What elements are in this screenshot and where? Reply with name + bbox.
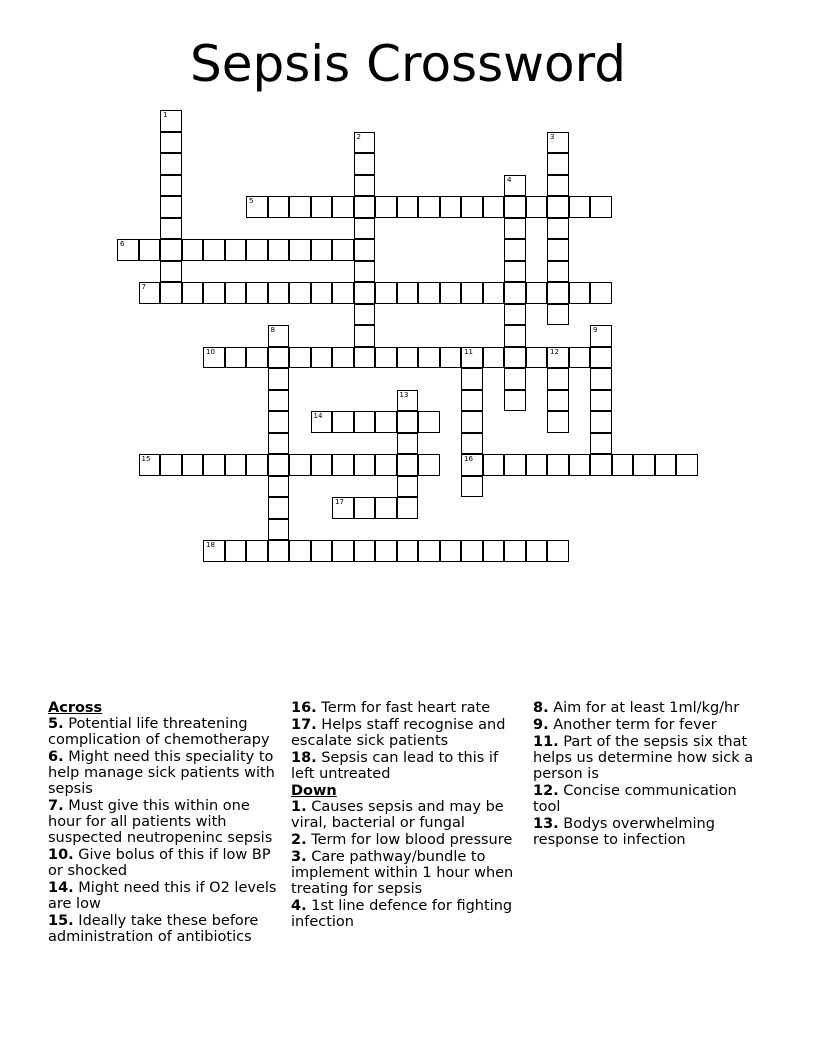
grid-cell[interactable] [440, 196, 462, 218]
grid-cell[interactable] [375, 282, 397, 304]
across-clue [48, 913, 280, 945]
clue-number: 11. [533, 734, 559, 750]
grid-cell[interactable] [590, 196, 612, 218]
down-clue [291, 849, 523, 897]
clue-text: Part of the sepsis six that helps us determine how sick a person is [533, 734, 754, 782]
grid-cell[interactable] [547, 282, 569, 304]
clue-number: 1. [291, 799, 307, 815]
clue-text: Give bolus of this if low BP or shocked [48, 847, 271, 879]
grid-cell[interactable] [569, 282, 591, 304]
clue-number-label: 5 [249, 197, 254, 205]
grid-cell[interactable] [311, 239, 333, 261]
grid-cell[interactable] [311, 196, 333, 218]
grid-cell[interactable] [590, 390, 612, 412]
grid-cell[interactable] [354, 196, 376, 218]
grid-cell[interactable] [354, 153, 376, 175]
clues-column-2 [291, 700, 523, 931]
grid-cell[interactable] [440, 282, 462, 304]
grid-cell[interactable] [655, 454, 677, 476]
grid-cell[interactable] [461, 282, 483, 304]
grid-cell[interactable] [268, 239, 290, 261]
grid-cell[interactable] [547, 132, 569, 154]
grid-cell[interactable] [418, 282, 440, 304]
grid-cell[interactable] [311, 282, 333, 304]
grid-cell[interactable] [225, 347, 247, 369]
grid-cell[interactable] [504, 196, 526, 218]
grid-cell[interactable] [354, 304, 376, 326]
grid-cell[interactable] [311, 347, 333, 369]
grid-cell[interactable] [461, 454, 483, 476]
grid-cell[interactable] [203, 347, 225, 369]
clue-number-label: 3 [550, 132, 555, 141]
grid-cell[interactable] [354, 282, 376, 304]
grid-cell[interactable] [246, 347, 268, 369]
grid-cell[interactable] [504, 347, 526, 369]
clue-number: 16. [291, 700, 317, 716]
grid-cell[interactable] [268, 411, 290, 433]
grid-cell[interactable] [418, 454, 440, 476]
grid-cell[interactable] [504, 261, 526, 283]
grid-cell[interactable] [332, 411, 354, 433]
grid-cell[interactable] [375, 454, 397, 476]
grid-cell[interactable] [526, 282, 548, 304]
grid-cell[interactable] [547, 454, 569, 476]
down-clue [533, 717, 765, 733]
grid-cell[interactable] [504, 325, 526, 347]
grid-cell[interactable] [590, 325, 612, 347]
grid-cell[interactable] [139, 239, 161, 261]
grid-cell[interactable] [225, 282, 247, 304]
grid-cell[interactable] [160, 110, 182, 132]
grid-cell[interactable] [397, 411, 419, 433]
grid-cell[interactable] [160, 175, 182, 197]
grid-cell[interactable] [418, 540, 440, 562]
clue-number-label: 2 [356, 132, 361, 141]
down-clue [533, 700, 765, 716]
clue-number: 5. [48, 716, 64, 732]
grid-cell[interactable] [225, 239, 247, 261]
grid-cell[interactable] [397, 454, 419, 476]
clue-number: 8. [533, 700, 549, 716]
clue-text: Another term for fever [548, 717, 717, 733]
grid-cell[interactable] [246, 454, 268, 476]
clue-number-label: 10 [206, 347, 215, 356]
clue-number: 10. [48, 847, 74, 863]
grid-cell[interactable] [139, 454, 161, 476]
grid-cell[interactable] [633, 454, 655, 476]
clue-number-label: 16 [464, 455, 473, 463]
grid-cell[interactable] [311, 540, 333, 562]
across-clue [48, 798, 280, 846]
grid-cell[interactable] [268, 368, 290, 390]
grid-cell[interactable] [504, 454, 526, 476]
clue-text: Might need this if O2 levels are low [48, 880, 277, 912]
grid-cell[interactable] [375, 347, 397, 369]
grid-cell[interactable] [375, 497, 397, 519]
grid-cell[interactable] [311, 411, 333, 433]
clue-text: Term for low blood pressure [306, 832, 513, 848]
grid-cell[interactable] [160, 261, 182, 283]
grid-cell[interactable] [268, 347, 290, 369]
grid-cell[interactable] [182, 454, 204, 476]
across-clue [291, 700, 523, 716]
grid-cell[interactable] [332, 454, 354, 476]
clue-text: Concise communication tool [533, 783, 737, 815]
grid-cell[interactable] [354, 132, 376, 154]
grid-cell[interactable] [547, 196, 569, 218]
grid-cell[interactable] [268, 454, 290, 476]
grid-cell[interactable] [289, 282, 311, 304]
clue-number: 6. [48, 749, 64, 765]
grid-cell[interactable] [160, 196, 182, 218]
clue-text: Bodys overwhelming response to infection [533, 816, 715, 848]
grid-cell[interactable] [547, 411, 569, 433]
grid-cell[interactable] [461, 411, 483, 433]
grid-cell[interactable] [139, 282, 161, 304]
grid-cell[interactable] [268, 497, 290, 519]
grid-cell[interactable] [504, 218, 526, 240]
grid-cell[interactable] [397, 540, 419, 562]
clue-number: 18. [291, 750, 317, 766]
down-clue [291, 799, 523, 831]
down-clue [533, 734, 765, 782]
grid-cell[interactable] [590, 347, 612, 369]
across-clue [48, 749, 280, 797]
grid-cell[interactable] [268, 476, 290, 498]
grid-cell[interactable] [504, 368, 526, 390]
down-header: Down [291, 783, 337, 799]
grid-cell[interactable] [354, 454, 376, 476]
grid-cell[interactable] [332, 497, 354, 519]
grid-cell[interactable] [354, 540, 376, 562]
grid-cell[interactable] [504, 540, 526, 562]
grid-cell[interactable] [375, 196, 397, 218]
grid-cell[interactable] [440, 540, 462, 562]
grid-cell[interactable] [332, 239, 354, 261]
grid-cell[interactable] [547, 540, 569, 562]
grid-cell[interactable] [246, 239, 268, 261]
grid-cell[interactable] [483, 347, 505, 369]
grid-cell[interactable] [612, 454, 634, 476]
down-clue [533, 816, 765, 848]
clue-text: Term for fast heart rate [316, 700, 491, 716]
grid-cell[interactable] [504, 282, 526, 304]
grid-cell[interactable] [547, 175, 569, 197]
clue-text: Ideally take these before administration of antibiotics [48, 913, 259, 945]
grid-cell[interactable] [547, 239, 569, 261]
grid-cell[interactable] [590, 282, 612, 304]
clue-number: 14. [48, 880, 74, 896]
grid-cell[interactable] [461, 196, 483, 218]
grid-cell[interactable] [397, 433, 419, 455]
grid-cell[interactable] [117, 239, 139, 261]
clue-text: Aim for at least 1ml/kg/hr [548, 700, 740, 716]
clue-number: 17. [291, 717, 317, 733]
grid-cell[interactable] [526, 196, 548, 218]
grid-cell[interactable] [375, 411, 397, 433]
grid-cell[interactable] [461, 476, 483, 498]
grid-cell[interactable] [569, 454, 591, 476]
grid-cell[interactable] [246, 540, 268, 562]
grid-cell[interactable] [526, 454, 548, 476]
grid-cell[interactable] [246, 196, 268, 218]
grid-cell[interactable] [676, 454, 698, 476]
clue-number: 15. [48, 913, 74, 929]
grid-cell[interactable] [182, 282, 204, 304]
clue-number: 12. [533, 783, 559, 799]
grid-cell[interactable] [354, 239, 376, 261]
grid-cell[interactable] [160, 282, 182, 304]
grid-cell[interactable] [483, 454, 505, 476]
clue-number-label: 9 [593, 326, 598, 334]
grid-cell[interactable] [504, 304, 526, 326]
grid-cell[interactable] [354, 175, 376, 197]
across-clue [291, 750, 523, 782]
grid-cell[interactable] [354, 497, 376, 519]
across-clue [48, 880, 280, 912]
down-clue [291, 898, 523, 930]
grid-cell[interactable] [397, 347, 419, 369]
grid-cell[interactable] [203, 282, 225, 304]
grid-cell[interactable] [504, 175, 526, 197]
grid-cell[interactable] [547, 304, 569, 326]
grid-cell[interactable] [547, 153, 569, 175]
grid-cell[interactable] [160, 153, 182, 175]
clue-number: 4. [291, 898, 307, 914]
clue-number-label: 6 [120, 240, 125, 248]
grid-cell[interactable] [418, 411, 440, 433]
across-header: Across [48, 700, 103, 716]
grid-cell[interactable] [268, 433, 290, 455]
clue-number-label: 17 [335, 498, 344, 506]
across-clue [291, 717, 523, 749]
grid-cell[interactable] [397, 196, 419, 218]
grid-cell[interactable] [268, 196, 290, 218]
grid-cell[interactable] [375, 540, 397, 562]
clue-number-label: 14 [313, 412, 323, 420]
grid-cell[interactable] [332, 282, 354, 304]
grid-cell[interactable] [461, 540, 483, 562]
grid-cell[interactable] [289, 454, 311, 476]
grid-cell[interactable] [289, 239, 311, 261]
clue-number-label: 4 [507, 175, 512, 184]
grid-cell[interactable] [203, 239, 225, 261]
grid-cell[interactable] [268, 282, 290, 304]
grid-cell[interactable] [483, 196, 505, 218]
clue-text: Might need this speciality to help manage sick patients with sepsis [48, 749, 275, 797]
clue-text: Sepsis can lead to this if left untreated [291, 750, 499, 782]
down-clue [291, 832, 523, 848]
clue-text: Causes sepsis and may be viral, bacterial or fungal [291, 799, 504, 831]
clue-number: 13. [533, 816, 559, 832]
grid-cell[interactable] [590, 411, 612, 433]
grid-cell[interactable] [160, 132, 182, 154]
grid-cell[interactable] [547, 261, 569, 283]
grid-cell[interactable] [289, 196, 311, 218]
grid-cell[interactable] [160, 218, 182, 240]
clue-number-label: 15 [141, 455, 151, 463]
grid-cell[interactable] [225, 454, 247, 476]
grid-cell[interactable] [526, 540, 548, 562]
clue-text: Care pathway/bundle to implement within 1 hour when treating for sepsis [291, 849, 514, 897]
grid-cell[interactable] [504, 390, 526, 412]
clues-column-3 [533, 700, 765, 849]
grid-cell[interactable] [203, 454, 225, 476]
clue-text: 1st line defence for fighting infection [291, 898, 513, 930]
grid-cell[interactable] [246, 282, 268, 304]
clue-number-label: 1 [163, 111, 168, 119]
grid-cell[interactable] [547, 368, 569, 390]
grid-cell[interactable] [547, 390, 569, 412]
grid-cell[interactable] [203, 540, 225, 562]
clue-number-label: 8 [270, 326, 275, 334]
grid-cell[interactable] [397, 476, 419, 498]
clue-number: 7. [48, 798, 64, 814]
grid-cell[interactable] [354, 218, 376, 240]
grid-cell[interactable] [461, 390, 483, 412]
grid-cell[interactable] [332, 347, 354, 369]
grid-cell[interactable] [483, 540, 505, 562]
clue-number-label: 13 [399, 390, 409, 399]
grid-cell[interactable] [418, 196, 440, 218]
grid-cell[interactable] [590, 433, 612, 455]
grid-cell[interactable] [461, 347, 483, 369]
grid-cell[interactable] [160, 239, 182, 261]
clue-number: 2. [291, 832, 307, 848]
grid-cell[interactable] [332, 196, 354, 218]
grid-cell[interactable] [547, 347, 569, 369]
grid-cell[interactable] [225, 540, 247, 562]
page-title: Sepsis Crossword [189, 35, 627, 93]
grid-cell[interactable] [354, 325, 376, 347]
grid-cell[interactable] [289, 540, 311, 562]
grid-cell[interactable] [268, 390, 290, 412]
grid-cell[interactable] [461, 368, 483, 390]
grid-cell[interactable] [418, 347, 440, 369]
clue-text: Helps staff recognise and escalate sick patients [291, 717, 506, 749]
grid-cell[interactable] [440, 347, 462, 369]
grid-cell[interactable] [526, 347, 548, 369]
clue-text: Must give this within one hour for all patients with suspected neutropeninc sepsis [48, 798, 273, 846]
grid-cell[interactable] [332, 540, 354, 562]
grid-cell[interactable] [354, 347, 376, 369]
clue-number-label: 12 [550, 347, 559, 356]
clue-number-label: 18 [206, 541, 215, 549]
clues-column-1 [48, 700, 280, 946]
across-clue [48, 847, 280, 879]
grid-cell[interactable] [569, 347, 591, 369]
grid-cell[interactable] [268, 540, 290, 562]
grid-cell[interactable] [311, 454, 333, 476]
grid-cell[interactable] [268, 325, 290, 347]
grid-cell[interactable] [160, 454, 182, 476]
grid-cell[interactable] [590, 368, 612, 390]
grid-cell[interactable] [461, 433, 483, 455]
down-clue [533, 783, 765, 815]
grid-cell[interactable] [547, 218, 569, 240]
grid-cell[interactable] [268, 519, 290, 541]
grid-cell[interactable] [569, 196, 591, 218]
clue-number-label: 7 [141, 283, 146, 291]
grid-cell[interactable] [504, 239, 526, 261]
grid-cell[interactable] [483, 282, 505, 304]
clue-text: Potential life threatening complication of chemotherapy [48, 716, 270, 748]
grid-cell[interactable] [397, 282, 419, 304]
clue-number: 3. [291, 849, 307, 865]
clue-number: 9. [533, 717, 549, 733]
clue-number-label: 11 [464, 347, 473, 356]
grid-cell[interactable] [397, 390, 419, 412]
grid-cell[interactable] [354, 411, 376, 433]
grid-cell[interactable] [182, 239, 204, 261]
grid-cell[interactable] [289, 347, 311, 369]
grid-cell[interactable] [590, 454, 612, 476]
grid-cell[interactable] [354, 261, 376, 283]
across-clue [48, 716, 280, 748]
grid-cell[interactable] [397, 497, 419, 519]
